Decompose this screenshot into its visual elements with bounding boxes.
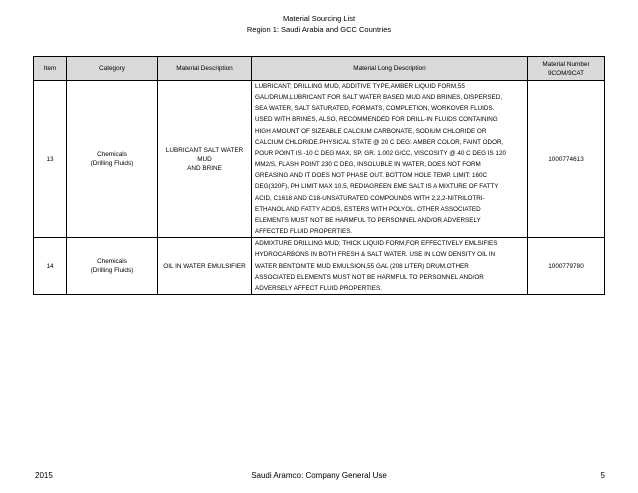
- page-number: 5: [600, 471, 605, 480]
- cell-long-description: [252, 81, 528, 238]
- long-line: DEG(320F), PH LIMIT MAX 10.5, REDIAGREEN EME SALT IS A MIXTURE OF FATTY: [255, 183, 499, 191]
- col-material-number: [528, 57, 605, 81]
- col-item: Item: [34, 57, 67, 81]
- long-line: ELEMENTS MUST NOT BE HARMFUL TO PERSONNEL AND/OR ADVERSELY: [255, 216, 481, 224]
- table-header-row: [34, 57, 605, 81]
- cell-description: [158, 81, 252, 238]
- long-line: ADMIXTURE DRILLING MUD; THICK LIQUID FORM,FOR EFFECTIVELY EMLSIFIES: [255, 240, 498, 248]
- long-line: ADVERSELY AFFECT FLUID PROPERTIES.: [255, 284, 382, 292]
- cell-material-number: 1000779780: [528, 238, 605, 295]
- col-description: Material Description: [158, 57, 252, 81]
- description-line1: OIL IN WATER EMULSIFIER: [163, 262, 246, 270]
- cell-description: [158, 238, 252, 295]
- long-line: GAL/DRUM,LUBRICANT FOR SALT WATER BASED MUD AND BRINES, DISPERSED,: [255, 94, 503, 102]
- long-line: ASSOCIATED ELEMENTS MUST NOT BE HARMFUL TO PERSONNEL AND/OR: [255, 273, 484, 281]
- cell-item: 14: [34, 238, 67, 295]
- category-line2: (Drilling Fluids): [90, 267, 134, 275]
- col-category: Category: [67, 57, 158, 81]
- description-line2: AND BRINE: [187, 164, 222, 172]
- category-line1: Chemicals: [97, 258, 127, 266]
- long-line: POUR POINT IS -10 C DEG MAX, SP. GR. 1.002 G/CC, VISCOSITY @ 40 C DEG IS 120: [255, 149, 507, 157]
- long-line: ACID, C1618 AND C18-UNSATURATED COMPOUNDS WITH 2,2,2-NITRILOTRI-: [255, 194, 485, 202]
- long-line: SEA WATER, SALT SATURATED, FORMATS, COMPLETION, WORKOVER FLUIDS.: [255, 105, 495, 113]
- table-row: [34, 238, 605, 295]
- footer-company: Saudi Aramco: Company General Use: [251, 471, 387, 480]
- long-line: ETHANOL AND FATTY ACIDS, ESTERS WITH POLYOL. OTHER ASSOCIATED: [255, 205, 481, 213]
- col-material-number-line1: Material Number: [542, 60, 590, 68]
- long-line: MM2/S, FLASH POINT 230 C DEG, INSOLUBLE IN WATER, DOES NOT FORM: [255, 161, 481, 169]
- col-material-number-line2: 9COM/9CAT: [547, 69, 585, 77]
- category-line2: (Drilling Fluids): [90, 160, 134, 168]
- long-line: WATER BENTONITE MUD EMULSION,55 GAL (208 LITER) DRUM,OTHER: [255, 262, 469, 270]
- long-line: HYDROCARBONS IN BOTH FRESH & SALT WATER. USE IN LOW DENSITY OIL IN: [255, 251, 496, 259]
- cell-category: [67, 238, 158, 295]
- material-table: [33, 56, 605, 295]
- table-row: [34, 81, 605, 238]
- cell-long-description: [252, 238, 528, 295]
- cell-item: 13: [34, 81, 67, 238]
- cell-material-number: 1000774613: [528, 81, 605, 238]
- category-line1: Chemicals: [97, 151, 127, 159]
- long-line: USED WITH BRINES, ALSO, RECOMMENDED FOR DRILL-IN FLUIDS CONTAINING: [255, 116, 498, 124]
- document-title: Material Sourcing List: [282, 14, 356, 23]
- long-line: LUBRICANT; DRILLING MUD, ADDITIVE TYPE,AMBER LIQUID FORM,55: [255, 83, 465, 90]
- long-line: HIGH AMOUNT OF SIZEABLE CALCIUM CARBONATE, SODIUM CHLORIDE OR: [255, 127, 487, 135]
- cell-category: [67, 81, 158, 238]
- description-line1: LUBRICANT SALT WATER MUD: [165, 146, 244, 163]
- long-line: GREASING AND IT DOES NOT PHASE OUT. BOTTOM HOLE TEMP. LIMIT: 160C: [255, 172, 488, 180]
- footer-year: 2015: [35, 471, 53, 480]
- col-long-description: Material Long Description: [252, 57, 528, 81]
- document-region: Region 1: Saudi Arabia and GCC Countries: [246, 25, 392, 34]
- long-line: AFFECTED FLUID PROPERTIES.: [255, 228, 353, 236]
- long-line: CALCIUM CHLORIDE.PHYSICAL STATE @ 20 C DEG: AMBER COLOR, FAINT ODOR,: [255, 138, 504, 146]
